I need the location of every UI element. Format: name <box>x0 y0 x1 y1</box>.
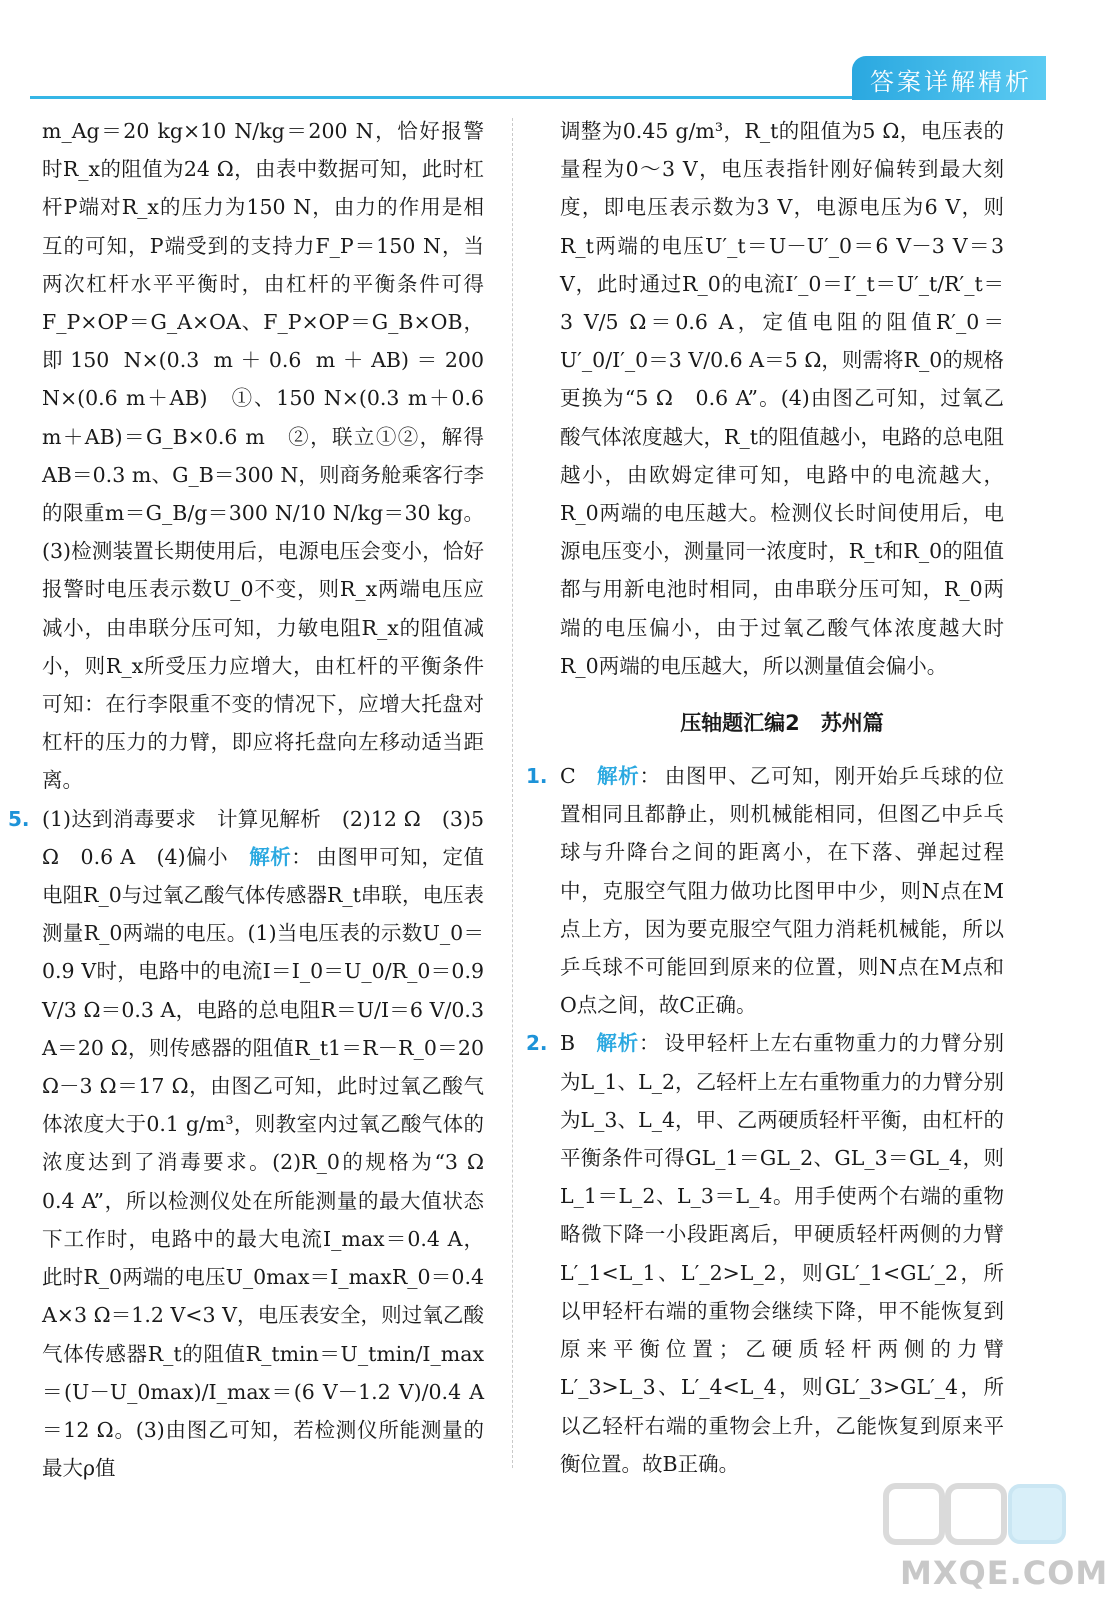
item-analysis: 由图甲可知，定值电阻R_0与过氧乙酸气体传感器R_t串联，电压表测量R_0两端的电压。(1)当电压表的示数U_0＝0.9 V时，电路中的电流I＝I_0＝U_0/R_0＝0.9 V/3 Ω＝0.3 A，电路的总电阻R＝U/I＝6 V/0.3 A＝20 Ω，则传感器的阻值R_t1＝R－R_0＝20 Ω－3 Ω＝17 Ω，由图乙可知，此时过氧乙酸气体浓度大于0.1 g/m³，则教室内过氧乙酸气体的浓度达到了消毒要求。(2)R_0的规格为“3 Ω 0.4 A”，所以检测仪处在所能测量的最大值状态下工作时，电路中的最大电流I_max＝0.4 A，此时R_0两端的电压U_0max＝I_maxR_0＝0.4 A×3 Ω＝1.2 V<3 V，电压表安全，则过氧乙酸气体传感器R_t的阻值R_tmin＝U_tmin/I_max＝(U－U_0max)/I_max＝(6 V－1.2 V)/0.4 A＝12 Ω。(3)由图乙可知，若检测仪所能测量的最大ρ值 <box>42 844 505 1481</box>
right-continuation-text: 调整为0.45 g/m³，R_t的阻值为5 Ω，电压表的量程为0～3 V，电压表指针刚好偏转到最大刻度，即电压表示数为3 V，电源电压为6 V，则R_t两端的电压U′_t＝U－U′_0＝6 V－3 V＝3 V，此时通过R_0的电流I′_0＝I′_t＝U′_t/R′_t＝3 V/5 Ω＝0.6 A，定值电阻的阻值R′_0＝U′_0/I′_0＝3 V/0.6 A＝5 Ω，则需将R_0的规格更换为“5 Ω 0.6 A”。(4)由图乙可知，过氧乙酸气体浓度越大，R_t的阻值越小，电路的总电阻越小，由欧姆定律可知，电路中的电流越大，R_0两端的电压越大。检测仪长时间使用后，电源电压变小，测量同一浓度时，R_t和R_0的阻值都与用新电池时相同，由串联分压可知，R_0两端的电压偏小，由于过氧乙酸气体浓度越大时R_0两端的电压越大，所以测量值会偏小。 <box>560 119 1004 678</box>
analysis-tag: 解析 ： <box>597 764 661 788</box>
left-continuation-text: m_Ag＝20 kg×10 N/kg＝200 N，恰好报警时R_x的阻值为24 Ω，由表中数据可知，此时杠杆P端对R_x的压力为150 N，由力的作用是相互的可知，P端受到的支持力F_P＝150 N，当两次杠杆水平平衡时，由杠杆的平衡条件可得F_P×OP＝G_A×OA、F_P×OP＝G_B×OB，即150 N×(0.3 m＋0.6 m＋AB)＝200 N×(0.6 m＋AB) ①、150 N×(0.3 m＋0.6 m＋AB)＝G_B×0.6 m ②，联立①②，解得AB＝0.3 m、G_B＝300 N，则商务舱乘客行李的限重m＝G_B/g＝300 N/10 N/kg＝30 kg。(3)检测装置长期使用后，电源电压会变小，恰好报警时电压表示数U_0不变，则R_x两端电压应减小，由串联分压可知，力敏电阻R_x的阻值减小，则R_x所受压力应增大，由杠杆的平衡条件可知：在行李限重不变的情况下，应增大托盘对杠杆的压力的力臂，即应将托盘向左移动适当距离。 <box>42 119 484 793</box>
analysis-tag: 解析 ： <box>596 1031 660 1055</box>
answer-item-5 <box>8 800 505 1488</box>
analysis-tag: 解析 ： <box>249 845 312 869</box>
item-analysis: 设甲轻杆上左右重物重力的力臂分别为L_1、L_2，乙轻杆上左右重物重力的力臂分别为L_3、L_4，甲、乙两硬质轻杆平衡，由杠杆的平衡条件可得GL_1＝GL_2、GL_3＝GL_4，则L_1＝L_2、L_3＝L_4。用手使两个右端的重物略微下降一小段距离后，甲硬质轻杆两侧的力臂L′_1<L_1、L′_2>L_2，则GL′_1<GL′_2，所以甲轻杆右端的重物会继续下降，甲不能恢复到原来平衡位置；乙硬质轻杆两侧的力臂L′_3>L_3、L′_4<L_4，则GL′_3>GL′_4，所以乙轻杆右端的重物会上升，乙能恢复到原来平衡位置。故B正确。 <box>560 1031 1005 1476</box>
item-number: 2. <box>526 1031 548 1056</box>
item-analysis: 由图甲、乙可知，刚开始乒乓球的位置相同且都静止，则机械能相同，但图乙中乒乓球与升降台之间的距离小，在下落、弹起过程中，克服空气阻力做功比图甲中少，则N点在M点上方，因为要克服空气阻力消耗机械能，所以乒乓球不可能回到原来的位置，则N点在M点和O点之间，故C正确。 <box>560 764 1005 1018</box>
item-number: 5. <box>8 806 30 831</box>
section-title: 压轴题汇编2 苏州篇 <box>680 711 884 736</box>
item-number: 1. <box>526 764 548 789</box>
right-column <box>526 112 1005 1483</box>
column-divider <box>512 118 513 1468</box>
item-answer: C <box>560 764 576 789</box>
answer-item-1 <box>526 757 1005 1024</box>
item-answer: (1)达到消毒要求 计算见解析 (2)12 Ω (3)5 Ω 0.6 A (4)偏小 <box>42 806 484 869</box>
item-answer: B <box>560 1031 576 1056</box>
header-title: 答案详解精析 <box>870 68 1032 96</box>
left-column <box>8 112 505 1487</box>
watermark-site: MXQE.COM <box>900 1554 1108 1592</box>
answer-item-2 <box>526 1024 1005 1482</box>
